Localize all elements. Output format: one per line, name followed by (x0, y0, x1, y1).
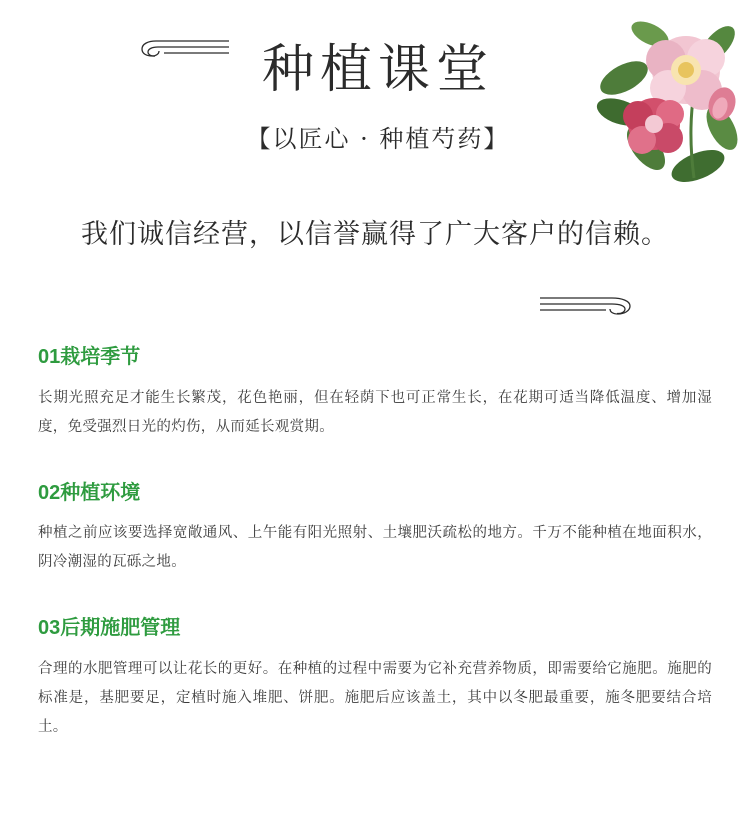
page-subtitle: 【以匠心 · 种植芍药】 (246, 125, 510, 153)
section-body: 合理的水肥管理可以让花长的更好。在种植的过程中需要为它补充营养物质，即需要给它施肥。施肥的标准是，基肥要足，定植时施入堆肥、饼肥。施肥后应该盖土，其中以冬肥最重要，施冬肥要结合培土。 (38, 660, 712, 735)
tagline: 我们诚信经营，以信誉赢得了广大客户的信赖。 (81, 219, 669, 250)
section-item (38, 340, 712, 442)
sections-container (0, 270, 750, 742)
page-title: 种植课堂 (261, 40, 494, 100)
title-block (0, 38, 750, 154)
section-item (38, 611, 712, 742)
section-title: 01栽培季节 (38, 346, 141, 368)
page-header (0, 0, 750, 270)
section-body: 长期光照充足才能生长繁茂，花色艳丽，但在轻荫下也可正常生长，在花期可适当降低温度、增加湿度，免受强烈日光的灼伤，从而延长观赏期。 (38, 389, 712, 435)
section-body: 种植之前应该要选择宽敞通风、上午能有阳光照射、土壤肥沃疏松的地方。千万不能种植在地面积水，阴冷潮湿的瓦砾之地。 (38, 525, 712, 570)
section-item (38, 476, 712, 578)
line-ornament-secondary-icon (540, 292, 650, 326)
section-title: 03后期施肥管理 (38, 617, 181, 639)
section-title: 02种植环境 (38, 481, 141, 504)
